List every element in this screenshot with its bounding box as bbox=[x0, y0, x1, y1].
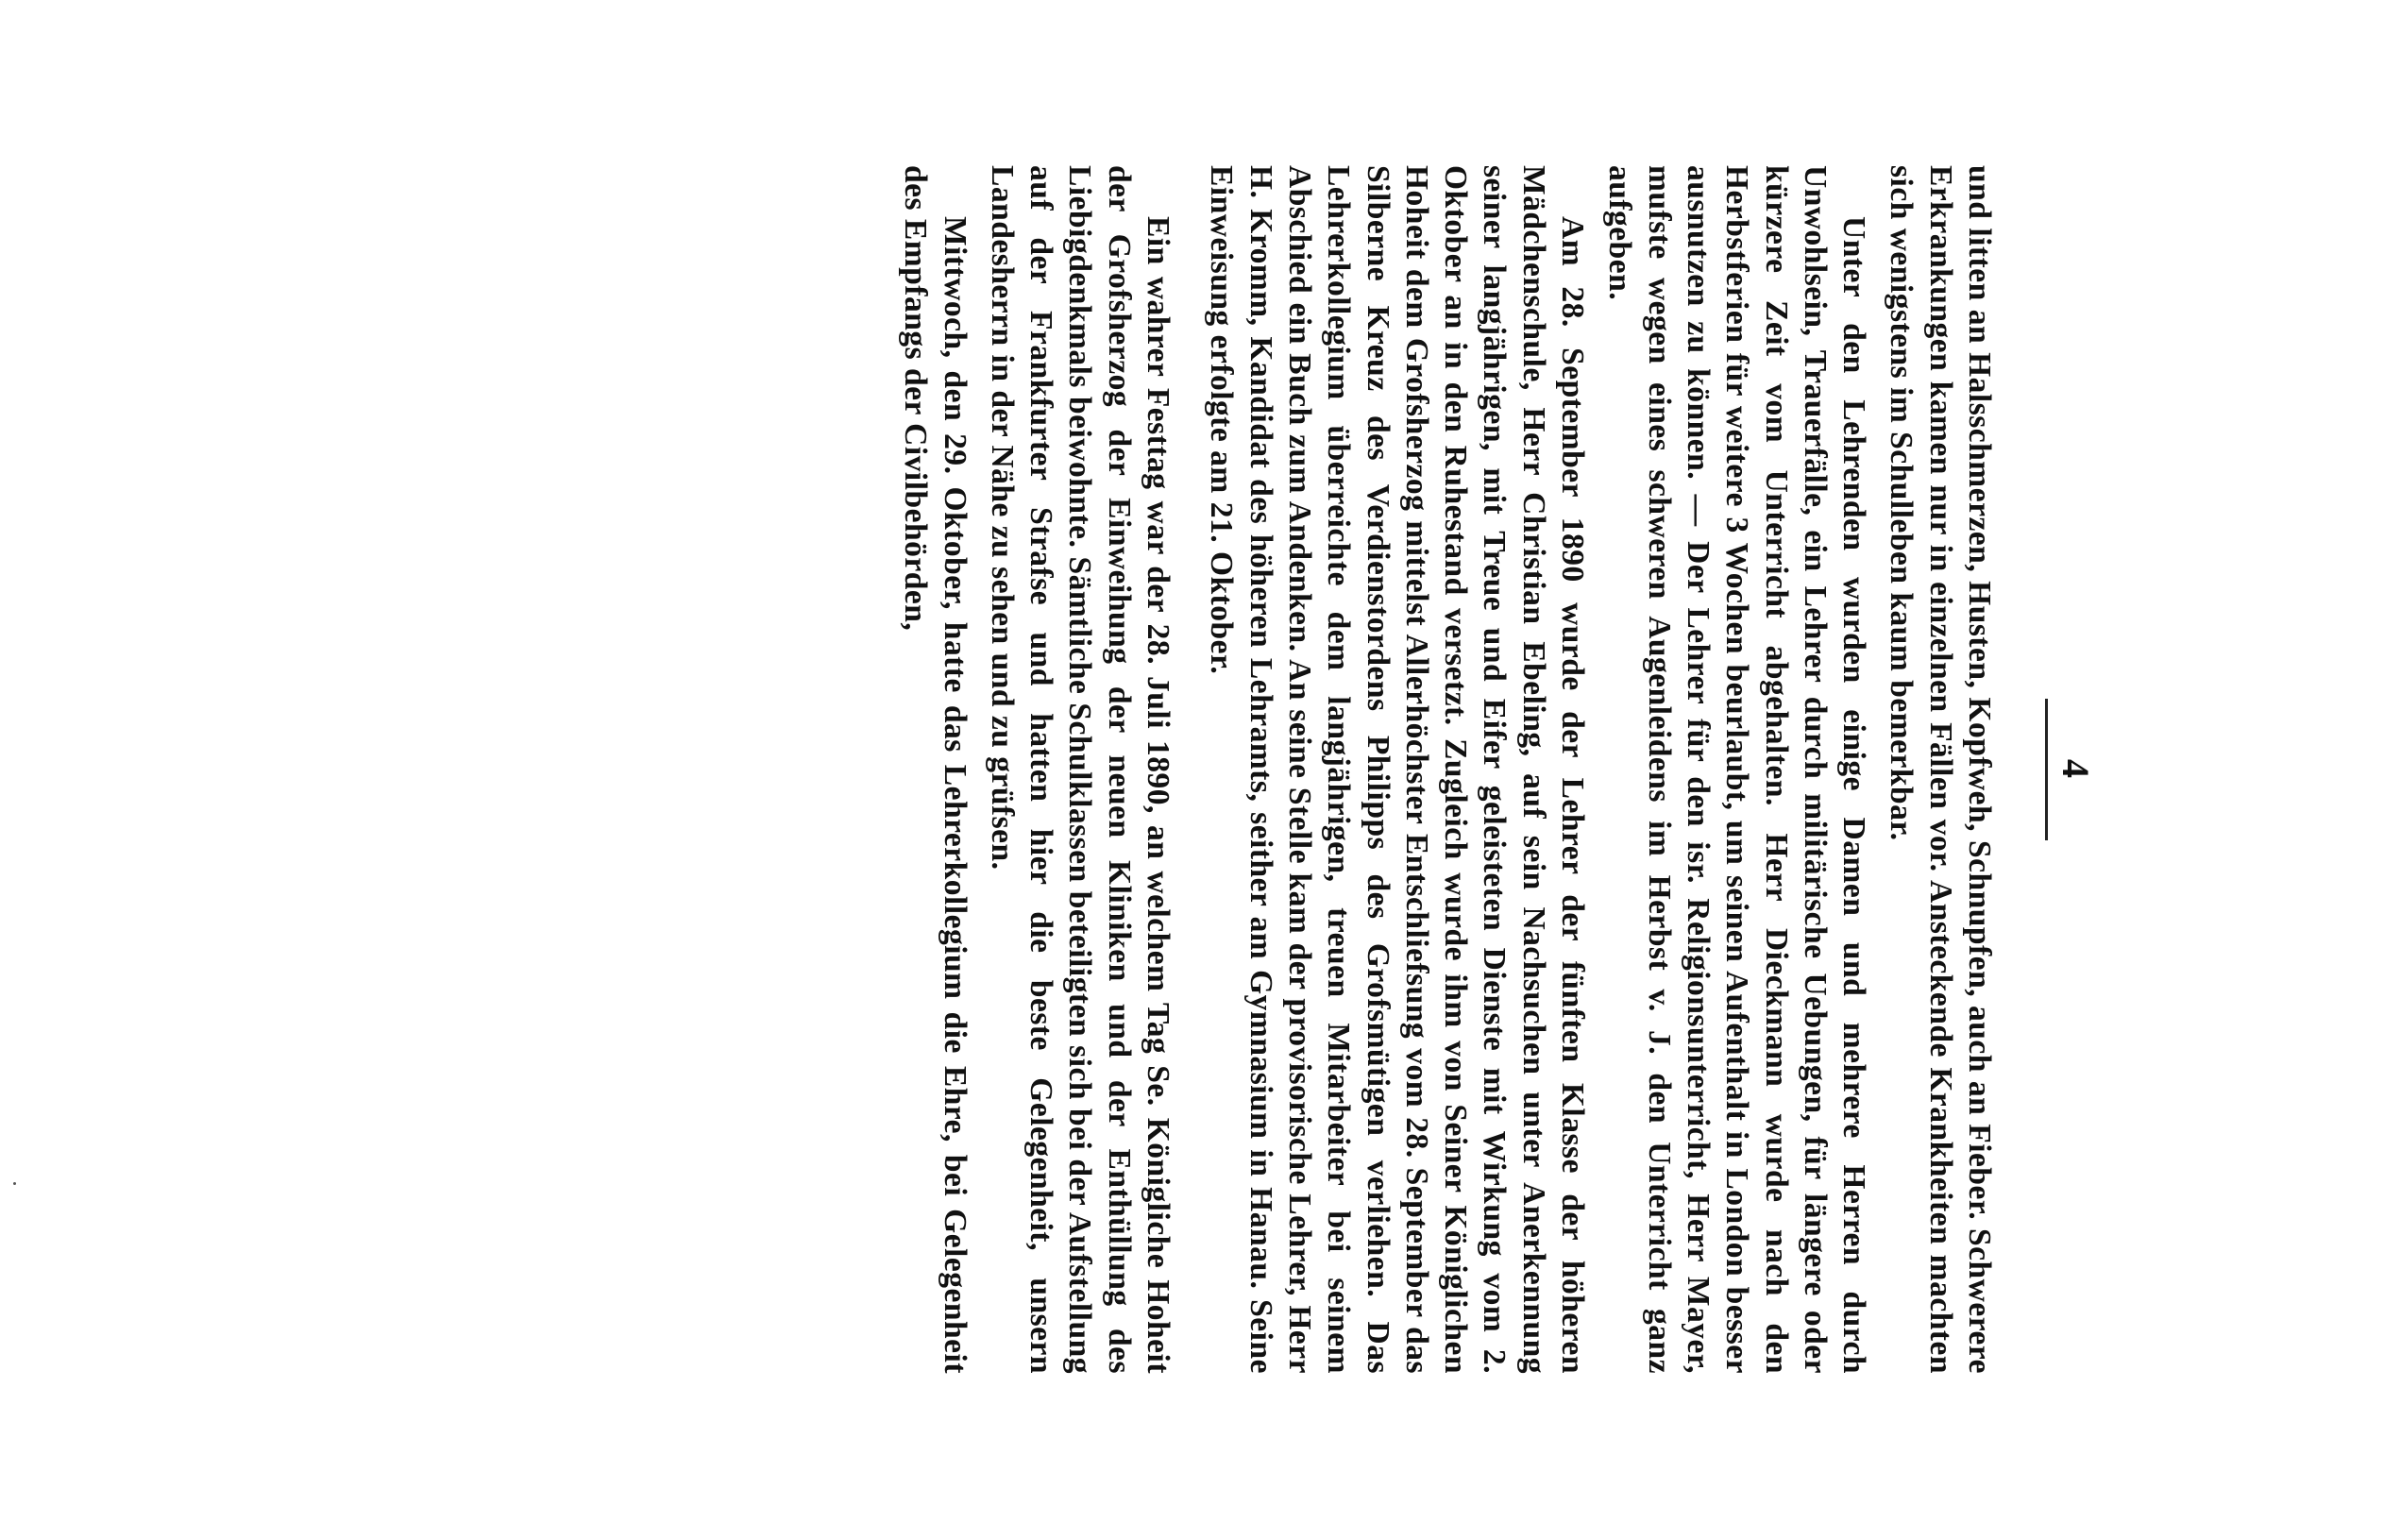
paragraph-illnesses: und litten an Halsschmerzen, Husten, Kopfweh, Schnupfen, auch an Fieber. Schwerere Erkrankungen kamen nur in einzelnen Fällen vor. Ansteckende Krankheiten machten sich wenigstens im Schulleben kaum bemerkbar. bbox=[1884, 165, 1997, 1374]
paragraph-reception: Mittwoch, den 29. Oktober, hatte das Lehrerkollegium die Ehre, bei Gelegenheit des Empfangs der Civilbehörden, bbox=[898, 165, 972, 1374]
page-header bbox=[2045, 109, 2098, 1430]
paragraph-festtag: Ein wahrer Festtag war der 28. Juli 1890, an welchem Tag Se. Königliche Hoheit der Grofsherzog der Einweihung der neuen Kliniken und der Enthüllung des Liebigdenkmals beiwohnte. Sämtliche Schulklassen beteiligten sich bei der Aufstellung auf der Frankfurter Strafse und hatten hier die beste Gelegenheit, unsern Landesherrn in der Nähe zu sehen und zu grüfsen. bbox=[984, 165, 1176, 1374]
scan-speck bbox=[13, 1182, 16, 1185]
paragraph-retirement-ebeling: Am 28. September 1890 wurde der Lehrer der fünften Klasse der höheren Mädchenschule, Herr Christian Ebeling, auf sein Nachsuchen unter Anerkennung seiner langjährigen, mit Treue und Eifer geleisteten Dienste mit Wirkung vom 2. Oktober an in den Ruhestand versetzt. Zugleich wurde ihm von Seiner Königlichen Hoheit dem Grofsherzog mittelst Allerhöchster Entschliefsung vom 28. September das Silberne Kreuz des Verdienstordens Philipps des Grofsmütigen verliehen. Das Lehrerkollegium überreichte dem langjährigen, treuen Mitarbeiter bei seinem Abschied ein Buch zum Andenken. An seine Stelle kam der provisorische Lehrer, Herr H. Kromm, Kandidat des höheren Lehramts, seither am Gymnasium in Hanau. Seine Einweisung erfolgte am 21. Oktober. bbox=[1204, 165, 1591, 1374]
paragraph-teacher-absences: Unter den Lehrenden wurden einige Damen und mehrere Herren durch Unwohlsein, Trauerfälle, ein Lehrer durch militärische Uebungen, für längere oder kürzere Zeit vom Unterricht abgehalten. Herr Dieckmann wurde nach den Herbstferien für weitere 3 Wochen beurlaubt, um seinen Aufenthalt in London besser ausnutzen zu können. — Der Lehrer für den isr. Religionsunterricht, Herr Mayer, mufste wegen eines schweren Augenleidens im Herbst v. J. den Unterricht ganz aufgeben. bbox=[1602, 165, 1872, 1374]
rotated-text-page bbox=[257, 109, 2126, 1430]
page-number: 4 bbox=[2054, 759, 2097, 780]
body-text bbox=[888, 165, 1999, 1374]
